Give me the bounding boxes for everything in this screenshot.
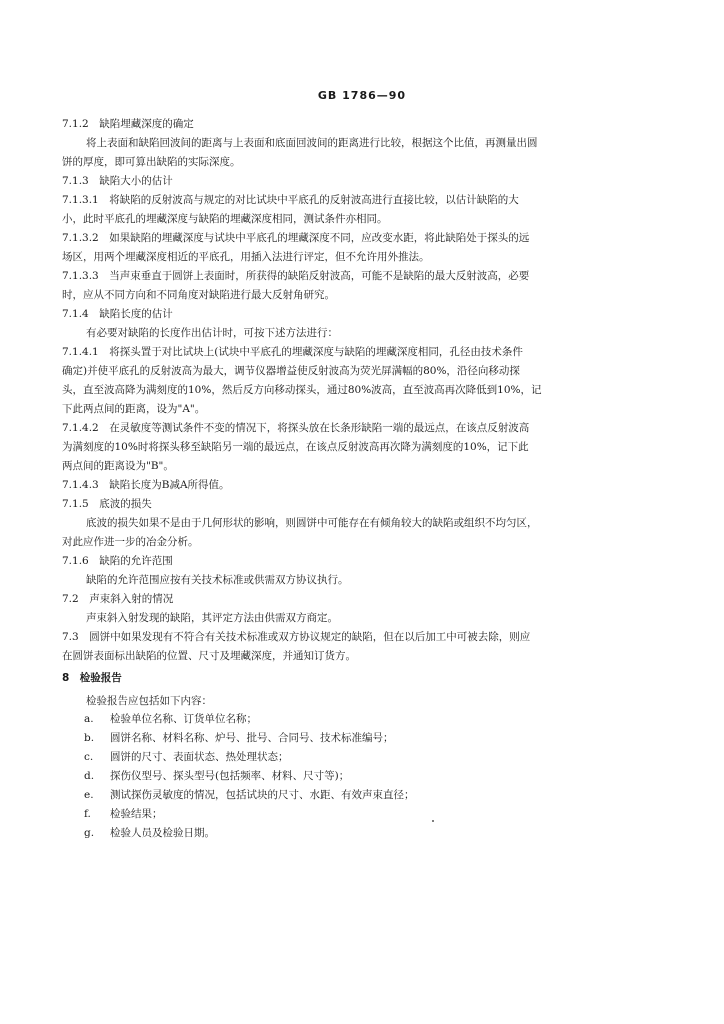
paragraph-line: 声束斜入射发现的缺陷，其评定方法由供需双方商定。 <box>86 612 338 624</box>
list-item-marker: e. <box>84 789 94 801</box>
paragraph-line: 确定)并使平底孔的反射波高为最大，调节仪器增益使反射波高为荧光屏满幅的80%，沿径向移动探 <box>62 365 520 377</box>
paragraph-line: 为满刻度的10%时将探头移至缺陷另一端的最远点，在该点反射波高再次降为满刻度的10%，记下此 <box>62 441 529 453</box>
scan-speck <box>432 820 434 822</box>
list-item: 测试探伤灵敏度的情况，包括试块的尺寸、水距、有效声束直径； <box>110 789 415 801</box>
list-item: 圆饼名称、材料名称、炉号、批号、合同号、技术标准编号； <box>110 732 394 744</box>
paragraph-line: 场区，用两个埋藏深度相近的平底孔，用插入法进行评定，但不允许用外推法。 <box>62 251 430 263</box>
paragraph-line: 对此应作进一步的冶金分析。 <box>62 536 199 548</box>
section-8-heading: 8 检验报告 <box>62 672 122 684</box>
list-item: 圆饼的尺寸、表面状态、热处理状态； <box>110 751 289 763</box>
clause-7-1-4-3: 7.1.4.3 缺陷长度为B减A所得值。 <box>62 479 230 491</box>
list-item: 检验人员及检验日期。 <box>110 827 215 839</box>
clause-heading-7-1-5: 7.1.5 底波的损失 <box>62 498 152 510</box>
paragraph-line: 头，直至波高降为满刻度的10%，然后反方向移动探头，通过80%波高，直至波高再次降低到10%，记 <box>62 384 542 396</box>
paragraph-line: 两点间的距离设为"B"。 <box>62 460 174 472</box>
clause-heading-7-1-2: 7.1.2 缺陷埋藏深度的确定 <box>62 118 194 130</box>
clause-heading-7-2: 7.2 声束斜入射的情况 <box>62 593 174 605</box>
paragraph-line: 在圆饼表面标出缺陷的位置、尺寸及埋藏深度，并通知订货方。 <box>62 650 356 662</box>
section-8-intro: 检验报告应包括如下内容： <box>86 695 212 707</box>
standard-number-header: GB 1786—90 <box>317 89 407 102</box>
list-item-marker: g. <box>84 827 95 839</box>
list-item: 探伤仪型号、探头型号(包括频率、材料、尺寸等)； <box>110 770 350 782</box>
paragraph-line: 饼的厚度，即可算出缺陷的实际深度。 <box>62 156 241 168</box>
clause-heading-7-1-6: 7.1.6 缺陷的允许范围 <box>62 555 173 567</box>
clause-heading-7-1-3: 7.1.3 缺陷大小的估计 <box>62 175 173 187</box>
paragraph-line: 下此两点间的距离，设为"A"。 <box>62 403 206 415</box>
list-item: 检验单位名称、订货单位名称； <box>110 713 257 725</box>
list-item-marker: c. <box>84 751 94 763</box>
paragraph-line: 将上表面和缺陷回波间的距离与上表面和底面回波间的距离进行比较，根据这个比值，再测量出圆 <box>86 137 538 149</box>
list-item-marker: b. <box>84 732 95 744</box>
list-item: 检验结果； <box>110 808 163 820</box>
paragraph-line: 小，此时平底孔的埋藏深度与缺陷的埋藏深度相同，测试条件亦相同。 <box>62 213 388 225</box>
clause-heading-7-1-4: 7.1.4 缺陷长度的估计 <box>62 308 173 320</box>
clause-7-3: 7.3 圆饼中如果发现有不符合有关技术标准或双方协议规定的缺陷，但在以后加工中可被去除，则应 <box>62 631 531 643</box>
clause-7-1-3-1: 7.1.3.1 将缺陷的反射波高与规定的对比试块中平底孔的反射波高进行直接比较，以估计缺陷的大 <box>62 194 519 206</box>
paragraph-line: 缺陷的允许范围应按有关技术标准或供需双方协议执行。 <box>86 574 349 586</box>
clause-7-1-4-2: 7.1.4.2 在灵敏度等测试条件不变的情况下，将探头放在长条形缺陷一端的最远点，在该点反射波高 <box>62 422 530 434</box>
list-item-marker: d. <box>84 770 95 782</box>
paragraph-line: 有必要对缺陷的长度作出估计时，可按下述方法进行： <box>86 327 338 339</box>
paragraph-line: 底波的损失如果不是由于几何形状的影响，则圆饼中可能存在有倾角较大的缺陷或组织不均匀区， <box>86 517 538 529</box>
clause-7-1-3-3: 7.1.3.3 当声束垂直于圆饼上表面时，所获得的缺陷反射波高，可能不是缺陷的最大反射波高，必要 <box>62 270 530 282</box>
clause-7-1-3-2: 7.1.3.2 如果缺陷的埋藏深度与试块中平底孔的埋藏深度不同，应改变水距，将此缺陷处于探头的远 <box>62 232 530 244</box>
paragraph-line: 时，应从不同方向和不同角度对缺陷进行最大反射角研究。 <box>62 289 335 301</box>
list-item-marker: f. <box>84 808 91 820</box>
list-item-marker: a. <box>84 713 94 725</box>
clause-7-1-4-1: 7.1.4.1 将探头置于对比试块上(试块中平底孔的埋藏深度与缺陷的埋藏深度相同，孔径由技术条件 <box>62 346 523 358</box>
